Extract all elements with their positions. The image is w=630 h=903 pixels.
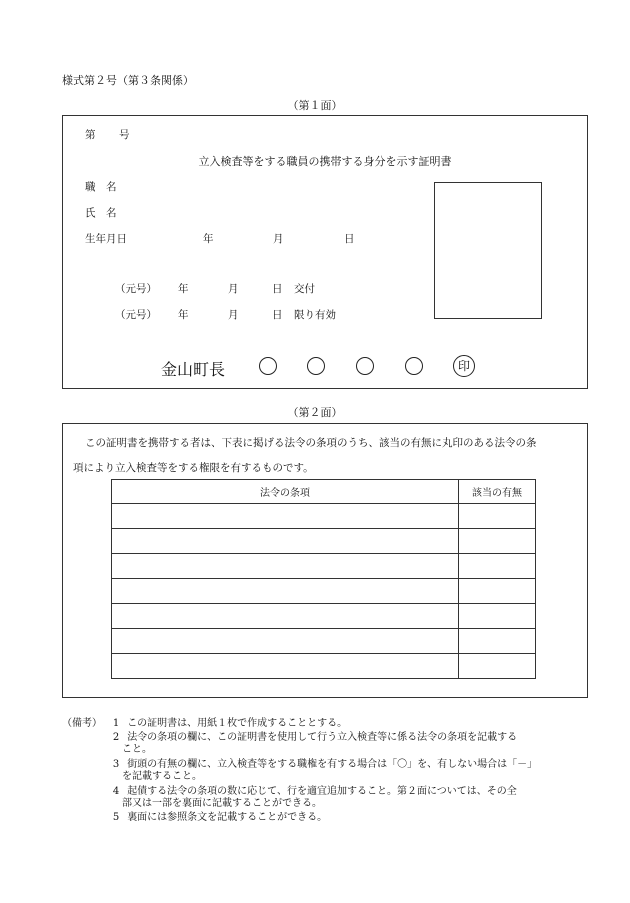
issued-label: 交付 bbox=[294, 283, 315, 295]
number-prefix: 第 bbox=[85, 129, 96, 141]
valid-until-label: 限り有効 bbox=[294, 309, 336, 321]
note-item bbox=[108, 808, 327, 823]
issue-day-label: 日 bbox=[272, 283, 283, 295]
table-row bbox=[112, 504, 536, 529]
law-provision-cell bbox=[112, 629, 459, 654]
table-row bbox=[112, 604, 536, 629]
applicability-cell bbox=[459, 554, 536, 579]
note-number: 5 bbox=[112, 812, 120, 823]
name-circle-1 bbox=[259, 357, 277, 375]
birth-year-label: 年 bbox=[203, 233, 214, 245]
note-text: 裏面には参照条文を記載することができる。 bbox=[127, 812, 328, 823]
official-seal: 印 bbox=[453, 355, 475, 377]
job-title-label: 職 名 bbox=[85, 181, 117, 193]
name-label: 氏 名 bbox=[85, 207, 117, 219]
table-row bbox=[112, 554, 536, 579]
certificate-front-box bbox=[62, 115, 588, 389]
side2-heading: （第２面） bbox=[287, 406, 343, 419]
table-row bbox=[112, 529, 536, 554]
applicability-cell bbox=[459, 529, 536, 554]
law-provision-cell bbox=[112, 529, 459, 554]
note-text: 街頭の有無の欄に、立入検査等をする職権を有する場合は「〇」を、有しない場合は「－」 bbox=[127, 759, 538, 770]
expiry-month-label: 月 bbox=[228, 309, 239, 321]
law-provision-cell bbox=[112, 504, 459, 529]
birth-day-label: 日 bbox=[344, 233, 355, 245]
table-row bbox=[112, 654, 536, 679]
intro-text-line1: この証明書を携帯する者は、下表に掲げる法令の条項のうち、該当の有無に丸印のある法令の条 bbox=[85, 437, 537, 449]
header-applicability: 該当の有無 bbox=[459, 480, 536, 504]
notes-label: （備考） bbox=[62, 718, 102, 729]
issuer-name: 金山町長 bbox=[161, 360, 226, 379]
note-text-continued: こと。 bbox=[122, 744, 152, 755]
applicability-cell bbox=[459, 629, 536, 654]
law-provisions-table bbox=[111, 479, 536, 679]
certificate-title: 立入検査等をする職員の携帯する身分を示す証明書 bbox=[198, 155, 452, 168]
certificate-back-box bbox=[62, 423, 588, 698]
applicability-cell bbox=[459, 579, 536, 604]
note-text: この証明書は、用紙１枚で作成することとする。 bbox=[127, 718, 348, 729]
header-law-provision: 法令の条項 bbox=[112, 480, 459, 504]
issue-year-label: 年 bbox=[178, 283, 189, 295]
note-text-continued: を記載すること。 bbox=[122, 771, 202, 782]
issue-month-label: 月 bbox=[228, 283, 239, 295]
name-circle-2 bbox=[307, 357, 325, 375]
intro-text-line2: 項により立入検査等をする権限を有するものです。 bbox=[73, 462, 314, 474]
note-item bbox=[108, 714, 347, 729]
issue-era-label: （元号） bbox=[115, 283, 157, 295]
expiry-era-label: （元号） bbox=[115, 309, 157, 321]
name-circle-4 bbox=[405, 357, 423, 375]
table-row bbox=[112, 579, 536, 604]
note-text-continued: 部又は一部を裏面に記載することができる。 bbox=[122, 798, 322, 809]
birth-month-label: 月 bbox=[273, 233, 284, 245]
note-text: 起債する法令の条項の数に応じて、行を適宜追加すること。第２面については、その全 bbox=[127, 786, 517, 797]
applicability-cell bbox=[459, 654, 536, 679]
name-circle-3 bbox=[356, 357, 374, 375]
note-text: 法令の条項の欄に、この証明書を使用して行う立入検査等に係る法令の条項を記載する bbox=[127, 732, 518, 743]
note-number: 2 bbox=[112, 732, 120, 743]
expiry-day-label: 日 bbox=[272, 309, 283, 321]
note-number: 4 bbox=[112, 786, 120, 797]
birth-date-label: 生年月日 bbox=[85, 233, 127, 245]
note-item bbox=[108, 728, 517, 743]
photo-box bbox=[434, 182, 542, 319]
number-suffix: 号 bbox=[119, 129, 130, 141]
law-provision-cell bbox=[112, 554, 459, 579]
side1-heading: （第１面） bbox=[287, 99, 343, 112]
applicability-cell bbox=[459, 604, 536, 629]
table-header-row bbox=[112, 480, 536, 504]
law-provision-cell bbox=[112, 604, 459, 629]
law-provision-cell bbox=[112, 579, 459, 604]
applicability-cell bbox=[459, 504, 536, 529]
note-number: 1 bbox=[112, 718, 120, 729]
form-label: 様式第２号（第３条関係） bbox=[62, 74, 194, 87]
expiry-year-label: 年 bbox=[178, 309, 189, 321]
law-provision-cell bbox=[112, 654, 459, 679]
note-number: 3 bbox=[112, 759, 120, 770]
table-row bbox=[112, 629, 536, 654]
